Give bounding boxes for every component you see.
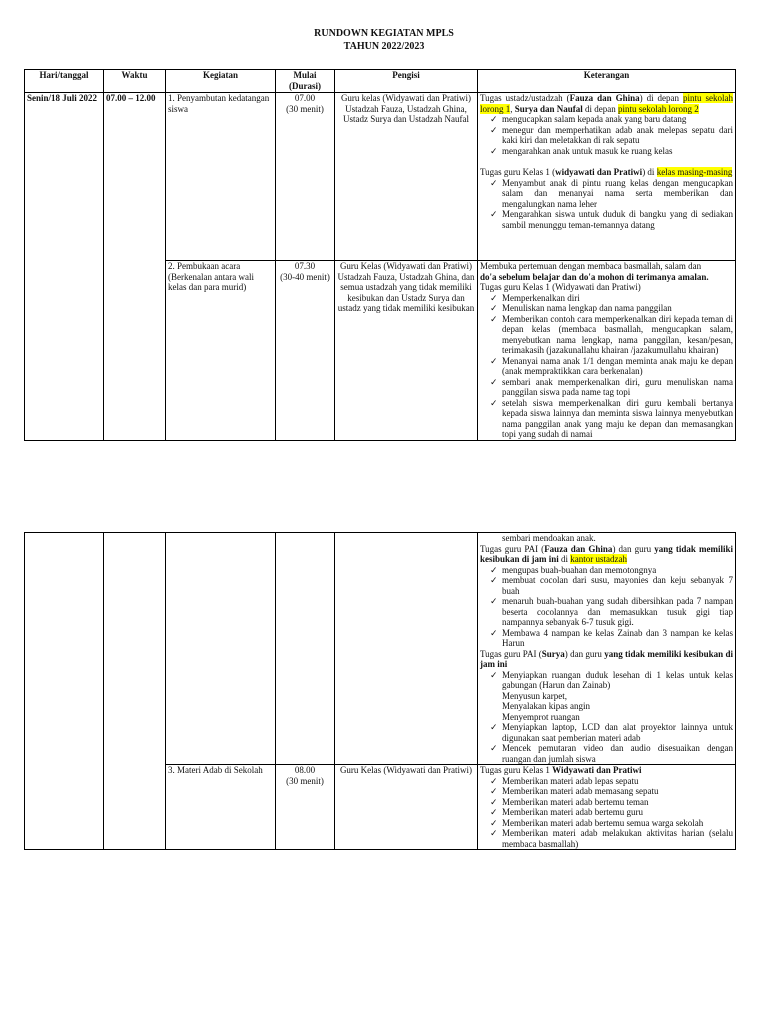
list-item: ✓ Menuliskan nama lengkap dan nama panggilan xyxy=(502,303,733,314)
start-cell: 08.00 (30 menit) xyxy=(276,765,335,850)
task-heading: Tugas guru Kelas 1 (Widyawati dan Pratiwi) xyxy=(480,282,641,292)
list-item: ✓ mengupas buah-buahan dan memotongnya xyxy=(502,565,733,576)
list-item: ✓ mengarahkan anak untuk masuk ke ruang kelas xyxy=(502,146,733,157)
checklist xyxy=(480,565,733,649)
checklist xyxy=(480,293,733,440)
rundown-table-page1 xyxy=(24,69,736,441)
task-heading: Tugas guru Kelas 1 Widyawati dan Pratiwi xyxy=(480,765,642,775)
pic-cell: Guru Kelas (Widyawati dan Pratiwi) xyxy=(335,765,478,850)
task-paragraph: Tugas guru PAI (Surya) dan guru yang tidak memiliki kesibukan di jam ini xyxy=(480,648,733,669)
checklist-continued xyxy=(480,533,733,544)
table-row xyxy=(25,533,736,765)
list-item: ✓ Menyiapkan ruangan duduk lesehan di 1 kelas untuk kelas gabungan (Harun dan Zainab) xyxy=(502,670,733,691)
sub-step: Menyalakan kipas angin xyxy=(502,701,590,711)
start-cell: 07.30 (30-40 menit) xyxy=(276,261,335,441)
task-paragraph: Tugas guru PAI (Fauza dan Ghina) dan guru yang tidak memiliki kesibukan di jam ini di kantor ustadzah xyxy=(480,543,733,564)
activity-cell: 1. Penyambutan kedatangan siswa xyxy=(166,93,276,261)
sub-step: Menyemprot ruangan xyxy=(502,711,580,722)
activity-cell: 3. Materi Adab di Sekolah xyxy=(166,765,276,850)
list-item: ✓ membuat cocolan dari susu, mayonies dan keju sebanyak 7 buah xyxy=(502,575,733,596)
checklist xyxy=(480,776,733,850)
day-cell: Senin/18 Juli 2022 xyxy=(25,93,104,441)
activity-cell xyxy=(166,533,276,765)
day-cell xyxy=(25,533,104,850)
list-item: ✓ Memberikan materi adab bertemu semua warga sekolah xyxy=(502,818,733,829)
list-item: ✓ Mencek pemutaran video dan audio disesuaikan dengan ruangan dan jumlah siswa xyxy=(502,743,733,764)
table-header-row xyxy=(25,70,736,93)
notes-cell xyxy=(478,533,736,765)
list-item: ✓ Menyambut anak di pintu ruang kelas dengan mengucapkan salam dan menanyai nama serta memberikan dan mengalungkan nama leher xyxy=(502,178,733,210)
task-paragraph: Tugas ustadz/ustadzah (Fauza dan Ghina) di depan pintu sekolah lorong 1, Surya dan Naufal di depan pintu sekolah lorong 2 xyxy=(480,93,733,114)
list-item: ✓ setelah siswa memperkenalkan diri guru kembali bertanya kepada siswa lainnya dan meminta siswa lainnya menyebutkan nama panggilan anak yang maju ke depan dan memasangkan topi yang sudah di namai xyxy=(502,398,733,440)
doc-title: RUNDOWN KEGIATAN MPLS xyxy=(314,28,454,39)
start-cell: 07.00 (30 menit) xyxy=(276,93,335,261)
sub-step: Menyusun karpet, xyxy=(502,690,567,701)
table-row xyxy=(25,93,736,261)
header-notes: Keterangan xyxy=(478,70,736,93)
header-time: Waktu xyxy=(104,70,166,93)
notes-cell xyxy=(478,765,736,850)
task-paragraph: Tugas guru Kelas 1 (widyawati dan Pratiwi) di kelas masing-masing xyxy=(480,167,733,177)
list-item: ✓ Memberikan materi adab memasang sepatu xyxy=(502,786,733,797)
list-item: ✓ Memberikan contoh cara memperkenalkan diri kepada teman di depan kelas (membaca basmallah, mengucapkan salam, menyebutkan nama lengkap, nama panggilan, kesan/pesan, terimakasih (jazakunallahu khairan /jazakumullahu khairan) xyxy=(502,314,733,356)
pic-cell: Guru kelas (Widyawati dan Pratiwi) Ustadzah Fauza, Ustadzah Ghina, Ustadz Surya dan Ustadzah Naufal xyxy=(335,93,478,261)
prayer-line: do'a sebelum belajar dan do'a mohon di terimanya amalan. xyxy=(480,271,709,282)
list-item: ✓ Menanyai nama anak 1/1 dengan meminta anak maju ke depan (anak mempraktikkan cara berkenalan) xyxy=(502,356,733,377)
list-item: ✓ Memberikan materi adab bertemu teman xyxy=(502,797,733,808)
header-pic: Pengisi xyxy=(335,70,478,93)
header-activity: Kegiatan xyxy=(166,70,276,93)
pic-cell xyxy=(335,533,478,765)
header-day: Hari/tanggal xyxy=(25,70,104,93)
list-item: ✓ Memperkenalkan diri xyxy=(502,293,733,304)
start-cell xyxy=(276,533,335,765)
list-item: ✓ mengucapkan salam kepada anak yang baru datang xyxy=(502,114,733,125)
header-start: Mulai (Durasi) xyxy=(276,70,335,93)
list-item: ✓ menaruh buah-buahan yang sudah dibersihkan pada 7 nampan beserta cocolannya dan memasukkan tusuk gigi tiap nampannya sebanyak 6-7 tusuk gigi. xyxy=(502,596,733,628)
list-item: ✓ sembari anak memperkenalkan diri, guru menuliskan nama panggilan siswa pada name tag topi xyxy=(502,377,733,398)
opening-line: Membuka pertemuan dengan membaca basmallah, salam dan xyxy=(480,261,702,271)
checklist xyxy=(480,114,733,156)
list-item-continued: sembari mendoakan anak. xyxy=(502,533,596,543)
list-item: ✓ Mengarahkan siswa untuk duduk di bangku yang di sediakan sambil menunggu teman-temannya datang xyxy=(502,209,733,230)
time-cell: 07.00 – 12.00 xyxy=(104,93,166,441)
list-item: ✓ Menyiapkan laptop, LCD dan alat proyektor lainnya untuk digunakan saat pemberian materi adab xyxy=(502,722,733,743)
doc-subtitle: TAHUN 2022/2023 xyxy=(343,41,425,52)
notes-cell xyxy=(478,261,736,441)
sub-steps xyxy=(480,691,733,723)
rundown-table-page2 xyxy=(24,532,736,850)
pic-cell: Guru Kelas (Widyawati dan Pratiwi) Ustadzah Fauza, Ustadzah Ghina, dan semua ustadzah yang tidak memiliki kesibukan dan Ustadz Surya dan ustadz yang tidak memiliki kesibukan xyxy=(335,261,478,441)
checklist xyxy=(480,670,733,691)
notes-cell xyxy=(478,93,736,261)
list-item: ✓ menegur dan memperhatikan adab anak melepas sepatu dari kaki kiri dan meletakkan di rak sepatu xyxy=(502,125,733,146)
activity-cell: 2. Pembukaan acara (Berkenalan antara wali kelas dan para murid) xyxy=(166,261,276,441)
checklist xyxy=(480,722,733,764)
checklist xyxy=(480,178,733,231)
time-cell xyxy=(104,533,166,850)
list-item: ✓ Memberikan materi adab bertemu guru xyxy=(502,807,733,818)
list-item: ✓ Memberikan materi adab melakukan aktivitas harian (selalu membaca basmallah) xyxy=(502,828,733,849)
list-item: ✓ Membawa 4 nampan ke kelas Zainab dan 3 nampan ke kelas Harun xyxy=(502,628,733,649)
list-item: ✓ Memberikan materi adab lepas sepatu xyxy=(502,776,733,787)
